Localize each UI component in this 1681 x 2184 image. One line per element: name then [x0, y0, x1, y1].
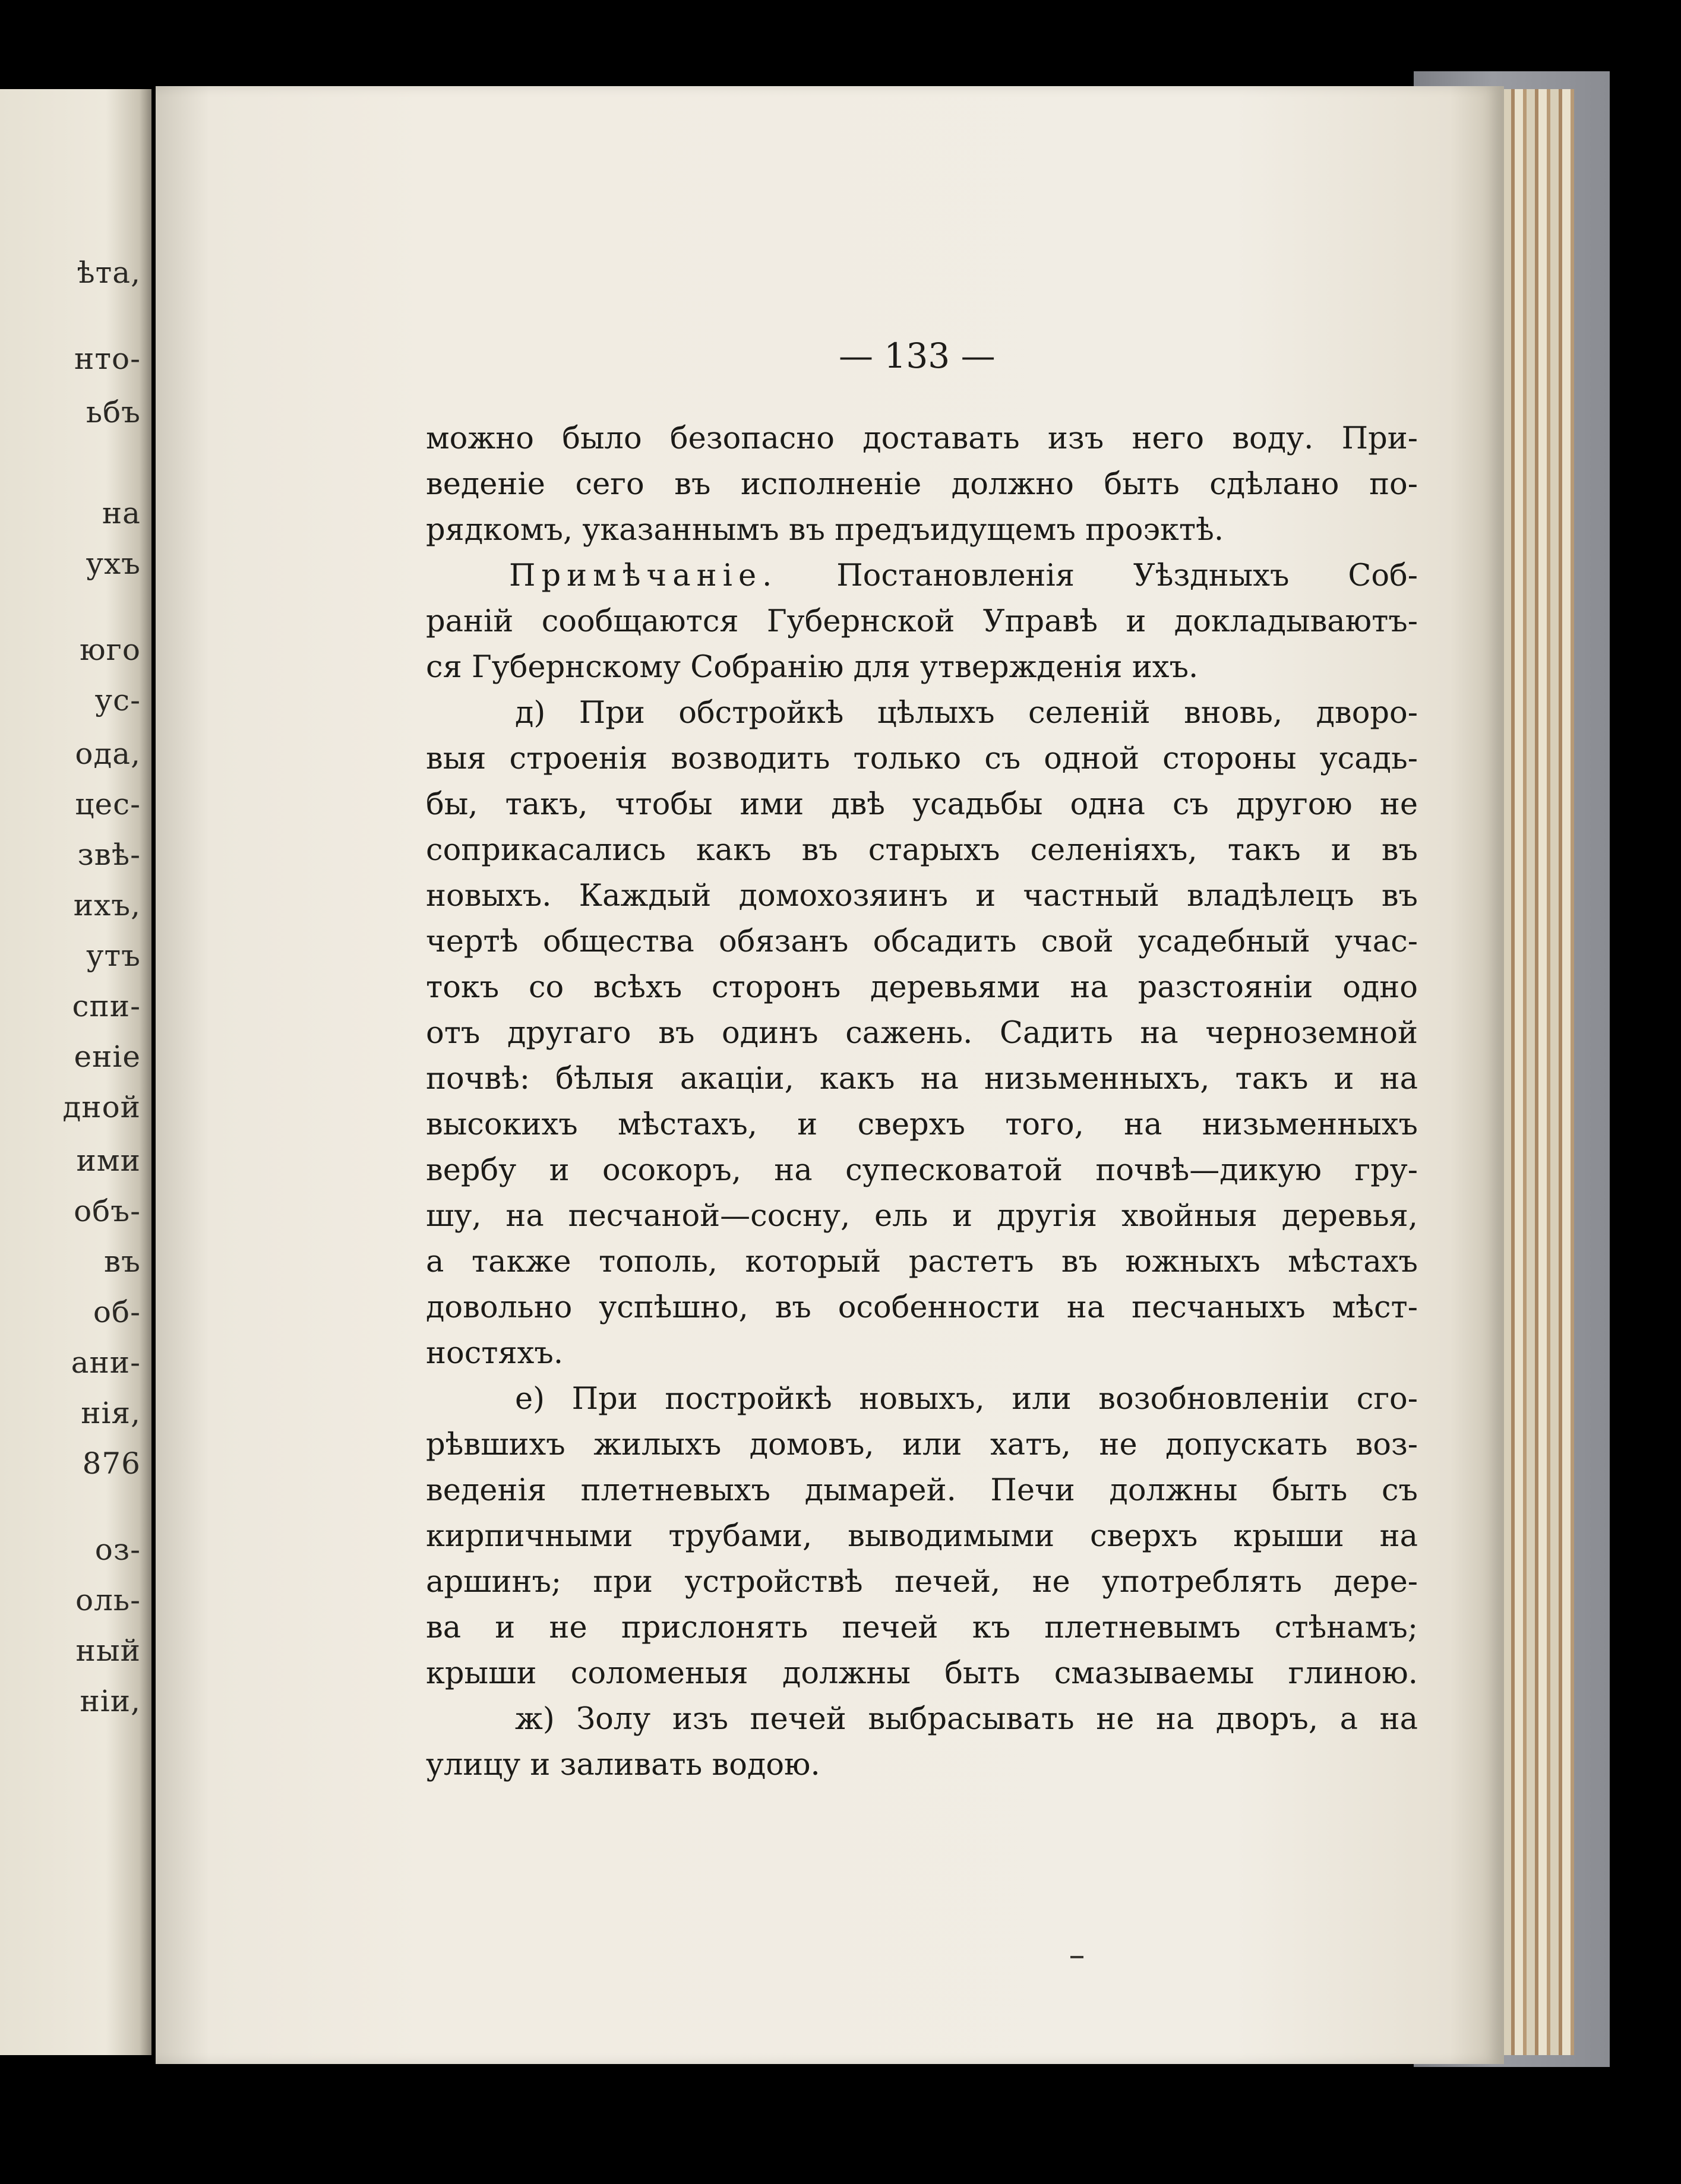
facing-page-line: ухъ [86, 546, 141, 581]
facing-page-line: ими [76, 1143, 141, 1178]
text-line: а также тополь, который растетъ въ южныхъ мѣстахъ [426, 1244, 1418, 1279]
facing-page-line: еніе [74, 1039, 141, 1074]
facing-page-line: цес- [75, 787, 141, 821]
facing-page-line: въ [104, 1244, 141, 1279]
text-line: вербу и осокоръ, на супесковатой почвѣ—дикую гру- [426, 1153, 1418, 1188]
text-line: токъ со всѣхъ сторонъ деревьями на разстояніи одно [426, 970, 1418, 1005]
facing-page-line: объ- [74, 1194, 141, 1228]
text-line: рѣвшихъ жилыхъ домовъ, или хатъ, не допускать воз- [426, 1427, 1418, 1462]
facing-page-line: ный [75, 1633, 141, 1668]
text-line: шу, на песчаной—сосну, ель и другія хвойныя деревья, [426, 1199, 1418, 1234]
facing-page-line: нто- [74, 342, 141, 376]
facing-page-line: ус- [94, 683, 141, 718]
text-line: аршинъ; при устройствѣ печей, не употреблять дере- [426, 1564, 1418, 1600]
facing-page-line: ніи, [80, 1684, 141, 1718]
note-heading: Примѣчаніе. [509, 558, 778, 593]
text-line [426, 553, 1418, 599]
facing-page-line: оль- [75, 1583, 141, 1617]
body-text [426, 416, 1418, 1788]
facing-page-line: ода, [75, 737, 141, 771]
text-line: почвѣ: бѣлыя акаціи, какъ на низьменныхъ, такъ и на [426, 1061, 1418, 1096]
facing-page-line: на [102, 496, 141, 530]
facing-page-left [0, 89, 151, 2055]
facing-page-line: об- [93, 1295, 141, 1329]
text-line: веденіе сего въ исполненіе должно быть сдѣлано по- [426, 467, 1418, 502]
text-line: ж) Золу изъ печей выбрасывать не на дворъ, а на [515, 1702, 1418, 1737]
text-line: выя строенія возводить только съ одной стороны усадь- [426, 741, 1418, 776]
text-line: веденія плетневыхъ дымарей. Печи должны быть съ [426, 1473, 1418, 1508]
text-line: рядкомъ, указаннымъ въ предъидущемъ проэктѣ. [426, 513, 1224, 548]
facing-page-line: спи- [72, 989, 141, 1023]
facing-page-line: юго [80, 633, 141, 667]
book-page-133 [156, 86, 1504, 2064]
note-text: Постановленія Уѣздныхъ Соб- [836, 558, 1418, 593]
facing-page-line: оз- [94, 1532, 141, 1567]
facing-page-line: дной [62, 1090, 141, 1124]
text-line: новыхъ. Каждый домохозяинъ и частный владѣлецъ въ [426, 878, 1418, 914]
text-line: можно было безопасно доставать изъ него воду. При- [426, 421, 1418, 456]
facing-page-line: нія, [81, 1396, 141, 1430]
text-line: довольно успѣшно, въ особенности на песчаныхъ мѣст- [426, 1290, 1418, 1325]
text-line: крыши соломеныя должны быть смазываемы глиною. [426, 1656, 1418, 1691]
text-line: улицу и заливать водою. [426, 1747, 820, 1782]
text-line: высокихъ мѣстахъ, и сверхъ того, на низьменныхъ [426, 1107, 1418, 1142]
facing-page-line: ани- [71, 1345, 141, 1380]
facing-page-line: ьбъ [86, 395, 141, 429]
text-line: д) При обстройкѣ цѣлыхъ селеній вновь, дворо- [515, 696, 1418, 731]
text-line: бы, такъ, чтобы ими двѣ усадьбы одна съ другою не [426, 787, 1418, 822]
text-line: соприкасались какъ въ старыхъ селеніяхъ, такъ и въ [426, 833, 1418, 868]
text-line: ва и не прислонять печей къ плетневымъ стѣнамъ; [426, 1610, 1418, 1645]
text-line: кирпичными трубами, выводимыми сверхъ крыши на [426, 1519, 1418, 1554]
text-line: ся Губернскому Собранію для утвержденія ихъ. [426, 650, 1199, 685]
facing-page-line: 876 [82, 1446, 141, 1481]
facing-page-line: ихъ, [73, 888, 141, 922]
ink-speck [1070, 1956, 1083, 1958]
text-line: ностяхъ. [426, 1336, 564, 1371]
facing-page-line: ѣта, [77, 255, 141, 290]
text-line: отъ другаго въ одинъ сажень. Садить на черноземной [426, 1016, 1418, 1051]
facing-page-line: утъ [86, 938, 141, 973]
facing-page-line: звѣ- [77, 837, 141, 872]
text-line: раній сообщаются Губернской Управѣ и докладываютъ- [426, 604, 1418, 639]
text-line: е) При постройкѣ новыхъ, или возобновленіи сго- [515, 1382, 1418, 1417]
text-line: чертѣ общества обязанъ обсадить свой усадебный учас- [426, 924, 1418, 959]
page-number: — 133 — [839, 336, 996, 376]
